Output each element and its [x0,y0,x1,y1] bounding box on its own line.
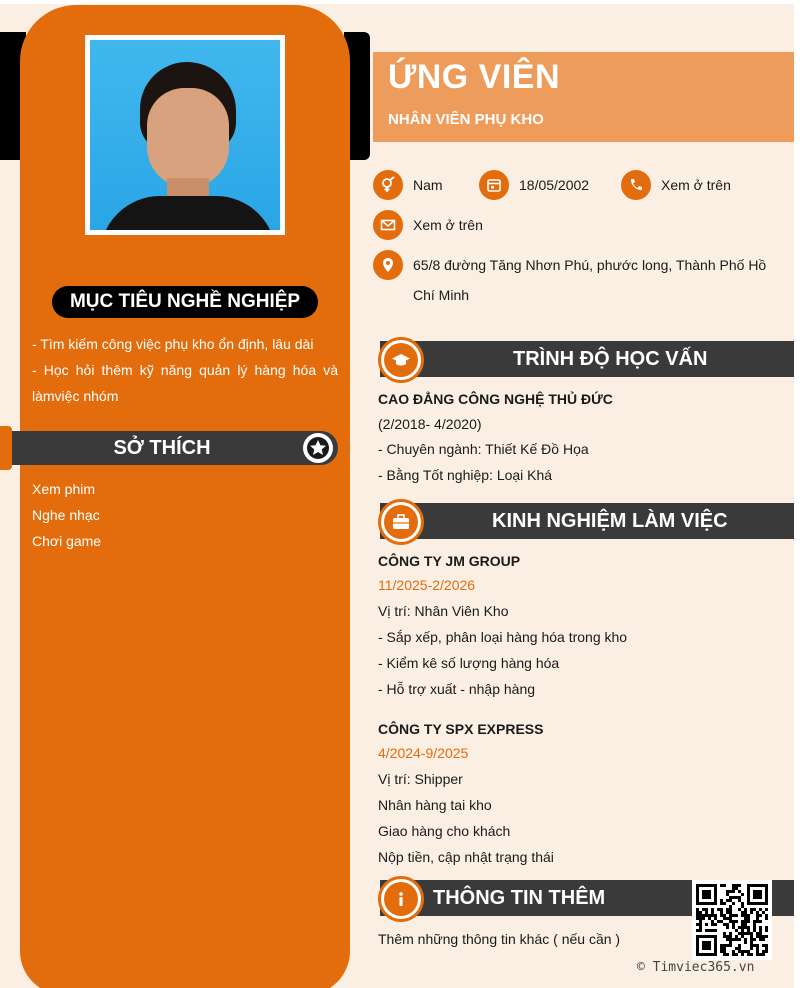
experience-title: KINH NGHIỆM LÀM VIỆC [492,510,728,532]
phone-text: Xem ở trên [661,177,731,193]
gender-text: Nam [413,177,443,193]
phone-icon [621,170,651,200]
hobby-item: Nghe nhạc [32,507,100,523]
objective-text [32,331,338,409]
qr-code [692,880,772,960]
hobby-item: Chơi game [32,533,102,549]
job-title: NHÂN VIÊN PHỤ KHO [388,111,544,128]
email-icon [373,210,403,240]
education-title: TRÌNH ĐỘ HỌC VẤN [513,348,708,370]
profile-photo [85,35,285,235]
hobbies-title: SỞ THÍCH [113,437,211,459]
hobbies-list [32,476,101,554]
job-detail: Vị trí: Shipper [378,771,463,787]
gender-icon [373,170,403,200]
extra-info-title: THÔNG TIN THÊM [433,887,606,909]
candidate-name: ỨNG VIÊN [388,58,561,96]
job-detail: - Sắp xếp, phân loại hàng hóa trong kho [378,629,628,645]
objective-line: - Học hỏi thêm kỹ năng quản lý hàng hóa và làmviệc nhóm [32,362,338,404]
job-detail: - Hỗ trợ xuất - nhập hàng [378,681,536,697]
job-detail: Nộp tiền, cập nhật trạng thái [378,849,554,865]
email-text: Xem ở trên [413,217,483,233]
calendar-icon [479,170,509,200]
star-icon [303,433,333,463]
watermark: © Timviec365.vn [637,960,755,975]
cv-page [0,4,794,988]
job-period: 11/2025-2/2026 [378,577,476,593]
company-name: CÔNG TY SPX EXPRESS [378,721,544,737]
decor-tab [0,426,12,470]
school-name: CAO ĐẲNG CÔNG NGHỆ THỦ ĐỨC [378,391,613,407]
graduation-cap-icon [378,337,424,383]
extra-info-text: Thêm những thông tin khác ( nếu cần ) [378,931,621,947]
address-line: 65/8 đường Tăng Nhơn Phú, phước long, Thành Phố Hồ [413,257,767,273]
address-line: Chí Minh [413,287,470,303]
objective-line: - Tìm kiếm công việc phụ kho ổn định, lâu dài [32,336,314,352]
briefcase-icon [378,499,424,545]
education-degree: - Bằng Tốt nghiệp: Loại Khá [378,467,553,483]
info-icon [378,876,424,922]
job-detail: Vị trí: Nhân Viên Kho [378,603,509,619]
objective-title: MỤC TIÊU NGHỀ NGHIỆP [52,286,318,318]
company-name: CÔNG TY JM GROUP [378,553,521,569]
education-period: (2/2018- 4/2020) [378,416,482,432]
job-detail: Giao hàng cho khách [378,823,511,839]
job-detail: - Kiểm kê số lượng hàng hóa [378,655,560,671]
hobby-item: Xem phim [32,481,96,497]
location-icon [373,250,403,280]
dob-text: 18/05/2002 [519,177,590,193]
job-period: 4/2024-9/2025 [378,745,469,761]
education-major: - Chuyên ngành: Thiết Kế Đồ Họa [378,441,589,457]
job-detail: Nhân hàng tai kho [378,797,492,813]
